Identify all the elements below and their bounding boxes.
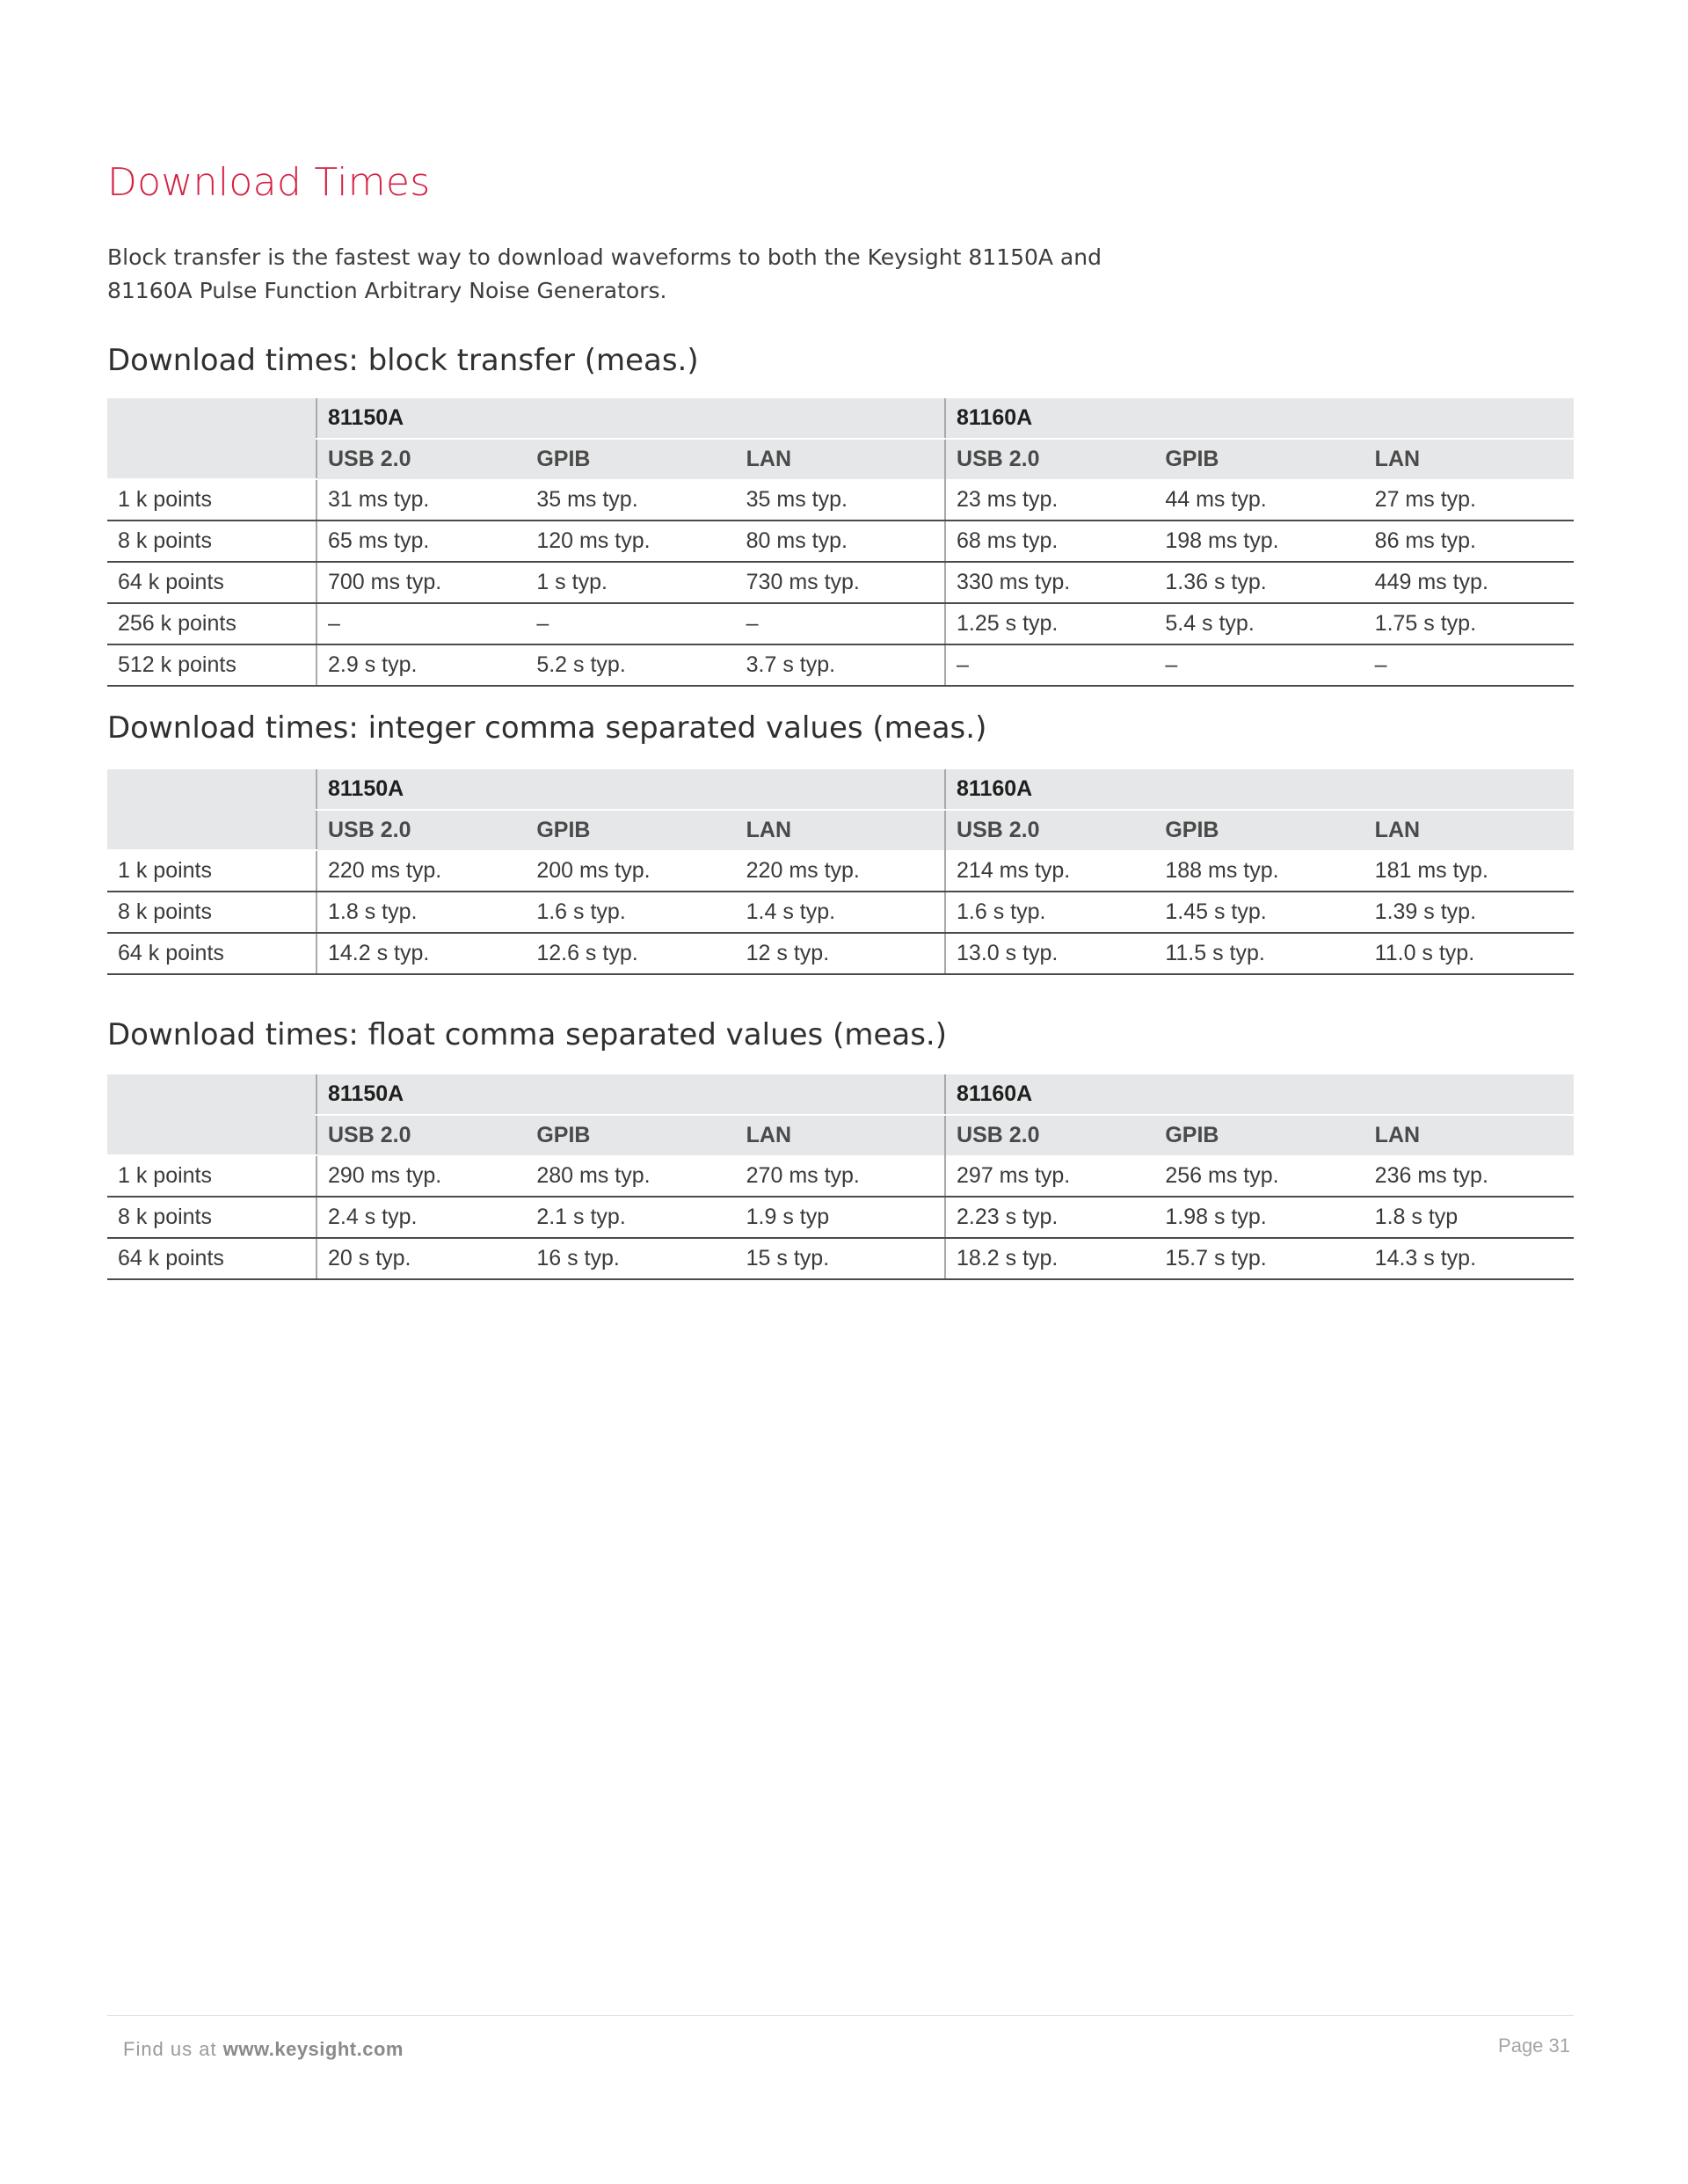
table-cell: 1.98 s typ.	[1154, 1197, 1364, 1238]
table-cell: 330 ms typ.	[945, 562, 1154, 603]
table-cell: 12.6 s typ.	[526, 933, 735, 974]
footer-find-us	[123, 2038, 404, 2061]
table-cell: 1.8 s typ	[1364, 1197, 1574, 1238]
table-cell: 80 ms typ.	[736, 521, 945, 562]
model-header-81160a: 81160A	[945, 769, 1574, 810]
table-cell: 18.2 s typ.	[945, 1238, 1154, 1279]
table-cell: 16 s typ.	[526, 1238, 735, 1279]
block-transfer-heading: Download times: block transfer (meas.)	[107, 343, 699, 378]
table-cell: 12 s typ.	[736, 933, 945, 974]
table-cell: 1.75 s typ.	[1364, 603, 1574, 644]
table-cell: 1.45 s typ.	[1154, 892, 1364, 933]
footer-page-number: Page 31	[1498, 2035, 1570, 2057]
row-label: 8 k points	[107, 521, 316, 562]
model-header-row	[107, 769, 1574, 810]
table-cell: 2.1 s typ.	[526, 1197, 735, 1238]
footer-website-link[interactable]: www.keysight.com	[222, 2038, 404, 2060]
interface-header: LAN	[736, 1115, 945, 1155]
row-label: 64 k points	[107, 1238, 316, 1279]
row-label: 64 k points	[107, 933, 316, 974]
table-cell: 2.23 s typ.	[945, 1197, 1154, 1238]
corner-cell	[107, 769, 316, 850]
interface-header: LAN	[1364, 1115, 1574, 1155]
table-cell: 68 ms typ.	[945, 521, 1154, 562]
model-header-81150a: 81150A	[316, 1074, 945, 1115]
table-cell: 65 ms typ.	[316, 521, 526, 562]
model-header-81150a: 81150A	[316, 398, 945, 439]
table-cell: 13.0 s typ.	[945, 933, 1154, 974]
interface-header: GPIB	[1154, 439, 1364, 479]
model-header-81150a: 81150A	[316, 769, 945, 810]
table-cell: 730 ms typ.	[736, 562, 945, 603]
footer-divider	[107, 2015, 1574, 2016]
row-label: 8 k points	[107, 1197, 316, 1238]
intro-paragraph	[107, 241, 1162, 308]
table-cell: 200 ms typ.	[526, 850, 735, 892]
interface-header: USB 2.0	[945, 439, 1154, 479]
table-cell: 15 s typ.	[736, 1238, 945, 1279]
table-row	[107, 562, 1574, 603]
model-header-81160a: 81160A	[945, 398, 1574, 439]
table-cell: 280 ms typ.	[526, 1155, 735, 1197]
row-label: 1 k points	[107, 479, 316, 521]
table-cell: 1.6 s typ.	[945, 892, 1154, 933]
table-cell: 1.4 s typ.	[736, 892, 945, 933]
table-cell: 31 ms typ.	[316, 479, 526, 521]
row-label: 64 k points	[107, 562, 316, 603]
table-cell: 198 ms typ.	[1154, 521, 1364, 562]
table-cell: 290 ms typ.	[316, 1155, 526, 1197]
table-row	[107, 892, 1574, 933]
table-cell: 23 ms typ.	[945, 479, 1154, 521]
table-cell: 15.7 s typ.	[1154, 1238, 1364, 1279]
model-header-row	[107, 398, 1574, 439]
row-label: 256 k points	[107, 603, 316, 644]
table-cell: 35 ms typ.	[736, 479, 945, 521]
integer-csv-heading: Download times: integer comma separated values (meas.)	[107, 710, 987, 746]
table-cell: 5.4 s typ.	[1154, 603, 1364, 644]
table-cell: 220 ms typ.	[736, 850, 945, 892]
interface-header: LAN	[1364, 439, 1574, 479]
table-row	[107, 603, 1574, 644]
table-row	[107, 1197, 1574, 1238]
table-cell: 214 ms typ.	[945, 850, 1154, 892]
interface-header: USB 2.0	[316, 1115, 526, 1155]
table-cell: 14.2 s typ.	[316, 933, 526, 974]
table-cell: 1.25 s typ.	[945, 603, 1154, 644]
table-cell: 270 ms typ.	[736, 1155, 945, 1197]
table-cell: 1.36 s typ.	[1154, 562, 1364, 603]
table-row	[107, 1238, 1574, 1279]
table-row	[107, 521, 1574, 562]
model-header-81160a: 81160A	[945, 1074, 1574, 1115]
interface-header: USB 2.0	[945, 810, 1154, 850]
table-cell: –	[526, 603, 735, 644]
float-csv-table	[107, 1074, 1574, 1280]
intro-line-1: Block transfer is the fastest way to download waveforms to both the Keysight 81150A and	[107, 244, 1102, 270]
integer-csv-table	[107, 769, 1574, 975]
table-row	[107, 1155, 1574, 1197]
row-label: 8 k points	[107, 892, 316, 933]
table-cell: –	[736, 603, 945, 644]
table-cell: 220 ms typ.	[316, 850, 526, 892]
table-cell: 20 s typ.	[316, 1238, 526, 1279]
table-cell: 1.6 s typ.	[526, 892, 735, 933]
interface-header-row	[107, 1115, 1574, 1155]
table-cell: –	[1364, 644, 1574, 686]
table-cell: –	[1154, 644, 1364, 686]
interface-header: LAN	[736, 439, 945, 479]
interface-header-row	[107, 810, 1574, 850]
table-row	[107, 933, 1574, 974]
table-cell: 1.8 s typ.	[316, 892, 526, 933]
interface-header: USB 2.0	[945, 1115, 1154, 1155]
table-cell: –	[316, 603, 526, 644]
table-cell: 14.3 s typ.	[1364, 1238, 1574, 1279]
row-label: 512 k points	[107, 644, 316, 686]
model-header-row	[107, 1074, 1574, 1115]
interface-header: GPIB	[1154, 1115, 1364, 1155]
table-cell: 27 ms typ.	[1364, 479, 1574, 521]
block-transfer-table	[107, 398, 1574, 687]
corner-cell	[107, 1074, 316, 1155]
interface-header: USB 2.0	[316, 439, 526, 479]
interface-header: GPIB	[526, 1115, 735, 1155]
row-label: 1 k points	[107, 850, 316, 892]
interface-header: LAN	[1364, 810, 1574, 850]
table-row	[107, 850, 1574, 892]
table-cell: 236 ms typ.	[1364, 1155, 1574, 1197]
interface-header-row	[107, 439, 1574, 479]
footer-find-us-prefix: Find us at	[123, 2038, 223, 2060]
table-cell: 700 ms typ.	[316, 562, 526, 603]
table-cell: 5.2 s typ.	[526, 644, 735, 686]
table-cell: 120 ms typ.	[526, 521, 735, 562]
row-label: 1 k points	[107, 1155, 316, 1197]
interface-header: GPIB	[526, 810, 735, 850]
float-csv-heading: Download times: float comma separated values (meas.)	[107, 1017, 947, 1052]
page-title: Download Times	[107, 160, 431, 205]
table-cell: 188 ms typ.	[1154, 850, 1364, 892]
table-cell: 449 ms typ.	[1364, 562, 1574, 603]
interface-header: LAN	[736, 810, 945, 850]
table-cell: 44 ms typ.	[1154, 479, 1364, 521]
table-row	[107, 479, 1574, 521]
table-cell: –	[945, 644, 1154, 686]
table-cell: 86 ms typ.	[1364, 521, 1574, 562]
table-row	[107, 644, 1574, 686]
table-cell: 11.5 s typ.	[1154, 933, 1364, 974]
intro-line-2: 81160A Pulse Function Arbitrary Noise Generators.	[107, 278, 667, 303]
table-cell: 1 s typ.	[526, 562, 735, 603]
table-cell: 256 ms typ.	[1154, 1155, 1364, 1197]
table-cell: 181 ms typ.	[1364, 850, 1574, 892]
table-cell: 1.39 s typ.	[1364, 892, 1574, 933]
corner-cell	[107, 398, 316, 479]
interface-header: GPIB	[526, 439, 735, 479]
interface-header: GPIB	[1154, 810, 1364, 850]
table-cell: 297 ms typ.	[945, 1155, 1154, 1197]
table-cell: 1.9 s typ	[736, 1197, 945, 1238]
table-cell: 3.7 s typ.	[736, 644, 945, 686]
table-cell: 2.9 s typ.	[316, 644, 526, 686]
table-cell: 2.4 s typ.	[316, 1197, 526, 1238]
interface-header: USB 2.0	[316, 810, 526, 850]
table-cell: 11.0 s typ.	[1364, 933, 1574, 974]
table-cell: 35 ms typ.	[526, 479, 735, 521]
